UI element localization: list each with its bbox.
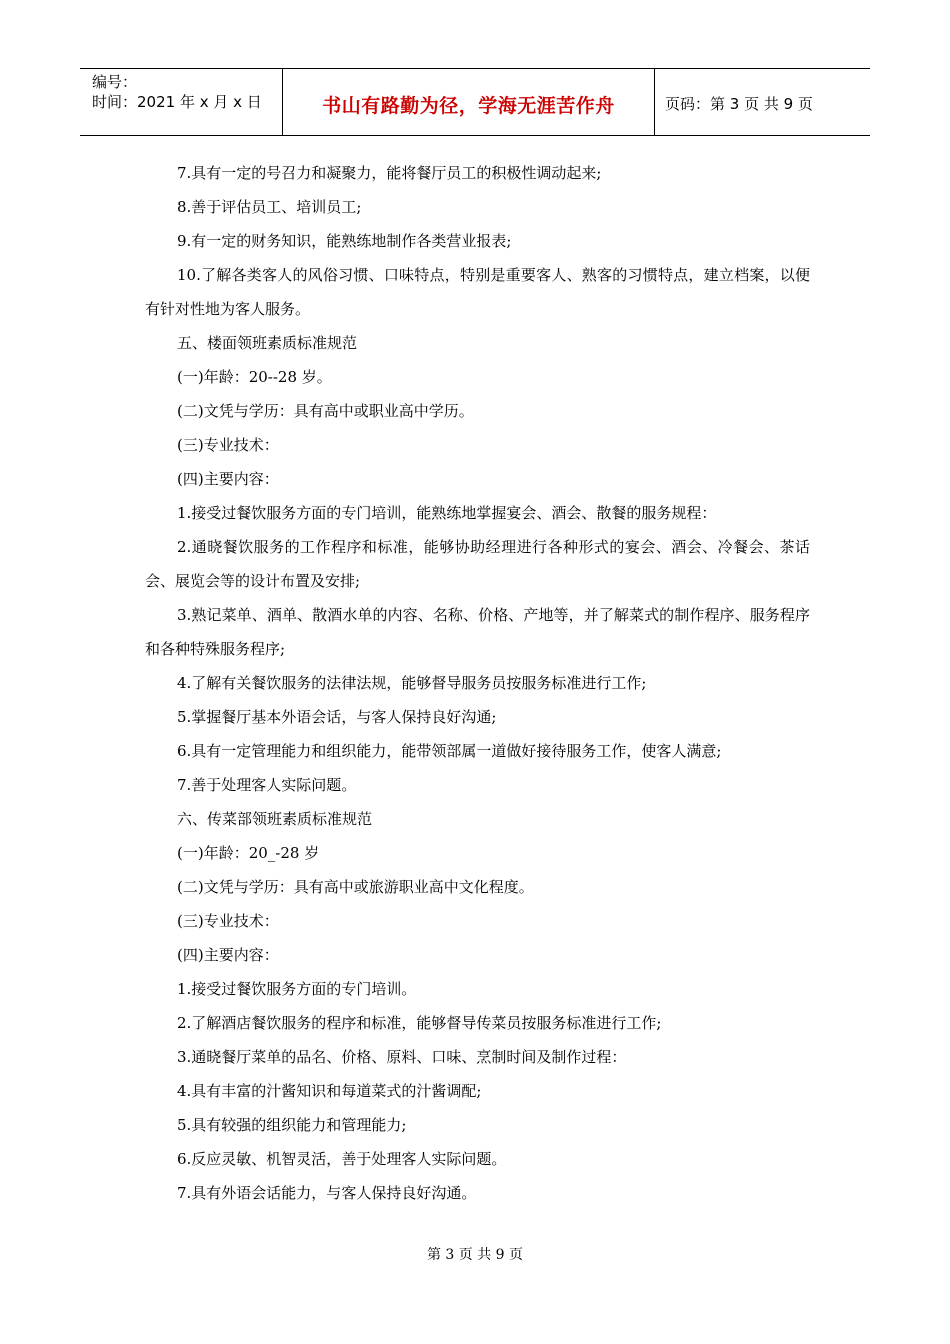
header-page-info: 页码：第 3 页 共 9 页 (665, 94, 813, 113)
document-body (145, 156, 810, 1210)
header-motto: 书山有路勤为径，学海无涯苦作舟 (322, 94, 615, 117)
paragraph: (一)年龄：20_-28 岁 (177, 844, 320, 862)
paragraph: 9.有一定的财务知识，能熟练地制作各类营业报表; (177, 232, 512, 250)
section-heading: 六、传菜部领班素质标准规范 (177, 810, 373, 828)
paragraph: 3.熟记菜单、酒单、散酒水单的内容、名称、价格、产地等，并了解菜式的制作程序、服务程序和各种特殊服务程序; (145, 606, 810, 658)
page-footer: 第 3 页 共 9 页 (426, 1247, 524, 1263)
paragraph: (二)文凭与学历：具有高中或旅游职业高中文化程度。 (177, 878, 534, 896)
paragraph: (一)年龄：20--28 岁。 (177, 368, 332, 386)
document-number-label: 编号： (92, 73, 138, 91)
paragraph: (四)主要内容： (177, 946, 279, 964)
header-meta (80, 69, 283, 135)
paragraph: 6.具有一定管理能力和组织能力，能带领部属一道做好接待服务工作，使客人满意; (177, 742, 722, 760)
paragraph: 7.善于处理客人实际问题。 (177, 776, 357, 794)
paragraph: 5.掌握餐厅基本外语会话，与客人保持良好沟通; (177, 708, 497, 726)
paragraph: (二)文凭与学历：具有高中或职业高中学历。 (177, 402, 474, 420)
paragraph: 2.通晓餐饮服务的工作程序和标准，能够协助经理进行各种形式的宴会、酒会、冷餐会、茶话会、展览会等的设计布置及安排; (145, 538, 810, 590)
paragraph: 6.反应灵敏、机智灵活，善于处理客人实际问题。 (177, 1150, 507, 1168)
paragraph: 1.接受过餐饮服务方面的专门培训。 (177, 980, 417, 998)
paragraph: 10.了解各类客人的风俗习惯、口味特点，特别是重要客人、熟客的习惯特点，建立档案，以便有针对性地为客人服务。 (145, 266, 810, 318)
paragraph: (三)专业技术： (177, 912, 279, 930)
paragraph: 7.具有一定的号召力和凝聚力，能将餐厅员工的积极性调动起来; (177, 164, 602, 182)
paragraph: (三)专业技术： (177, 436, 279, 454)
paragraph: 7.具有外语会话能力，与客人保持良好沟通。 (177, 1184, 477, 1202)
section-heading: 五、楼面领班素质标准规范 (177, 334, 358, 352)
paragraph: (四)主要内容： (177, 470, 279, 488)
paragraph: 4.了解有关餐饮服务的法律法规，能够督导服务员按服务标准进行工作; (177, 674, 647, 692)
paragraph: 3.通晓餐厅菜单的品名、价格、原料、口味、烹制时间及制作过程： (177, 1048, 627, 1066)
paragraph: 8.善于评估员工、培训员工; (177, 198, 362, 216)
paragraph: 5.具有较强的组织能力和管理能力; (177, 1116, 407, 1134)
document-date: 时间：2021 年 x 月 x 日 (92, 93, 262, 111)
paragraph: 1.接受过餐饮服务方面的专门培训，能熟练地掌握宴会、酒会、散餐的服务规程： (177, 504, 717, 522)
paragraph: 2.了解酒店餐饮服务的程序和标准，能够督导传菜员按服务标准进行工作; (177, 1014, 662, 1032)
page-header (80, 68, 870, 136)
header-motto-cell (283, 69, 655, 135)
paragraph: 4.具有丰富的汁酱知识和每道菜式的汁酱调配; (177, 1082, 482, 1100)
